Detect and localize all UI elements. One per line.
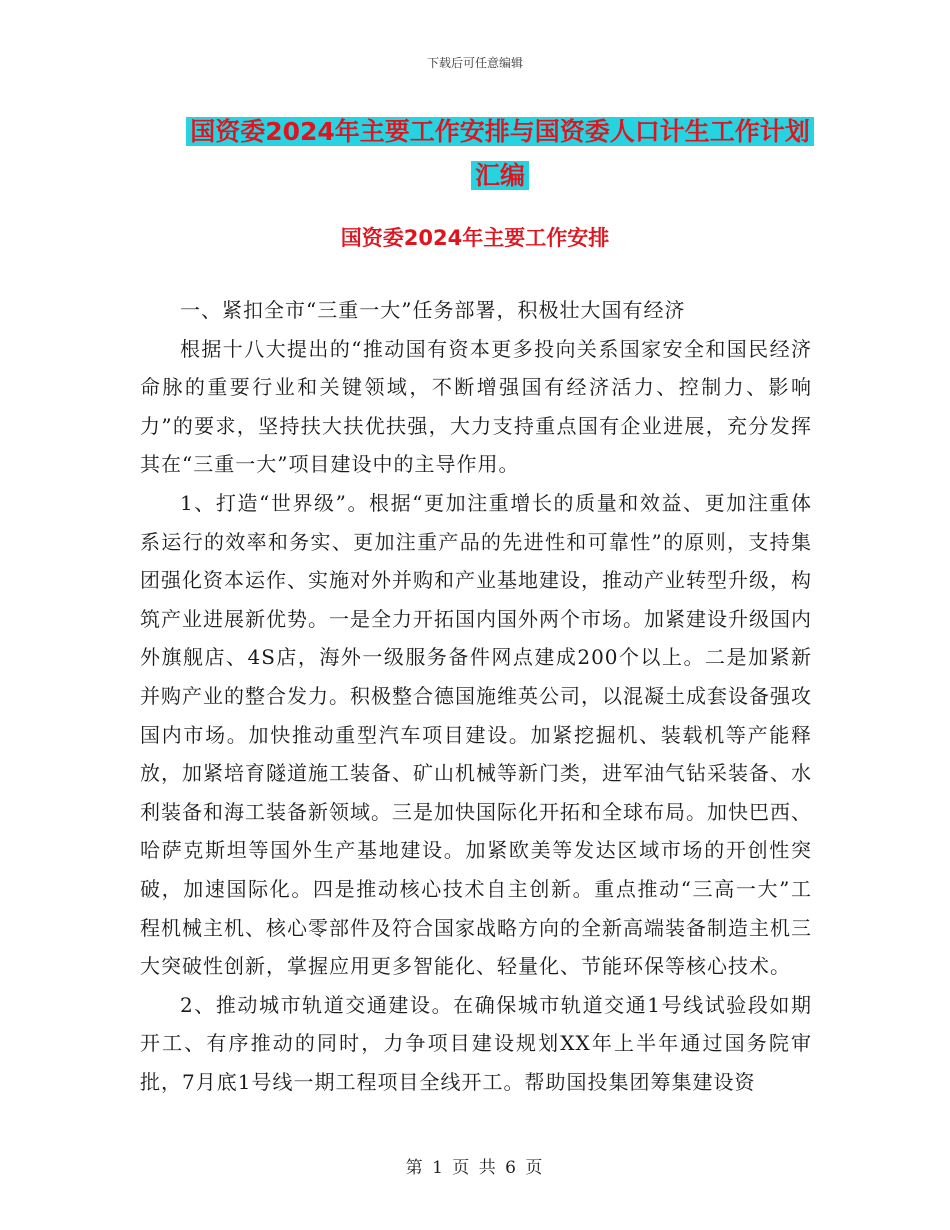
page-number-footer: 第 1 页 共 6 页	[405, 1158, 545, 1178]
paragraph: 2、推动城市轨道交通建设。在确保城市轨道交通1号线试验段如期开工、有序推动的同时，力争项目建设规划XX年上半年通过国务院审批，7月底1号线一期工程项目全线开工。帮助国投集团筹集建设资	[140, 992, 812, 1094]
document-body	[140, 291, 812, 1101]
page-header-note: 下载后可任意编辑	[426, 56, 523, 70]
section-title: 国资委2024年主要工作安排	[340, 226, 610, 250]
paragraph: 根据十八大提出的“推动国有资本更多投向关系国家安全和国民经济命脉的重要行业和关键领域，不断增强国有经济活力、控制力、影响力”的要求，坚持扶大扶优扶强，大力支持重点国有企业进展，充分发挥其在“三重一大”项目建设中的主导作用。	[140, 336, 812, 477]
document-title	[180, 110, 820, 198]
paragraph: 1、打造“世界级”。根据“更加注重增长的质量和效益、更加注重体系运行的效率和务实、更加注重产品的先进性和可靠性”的原则，支持集团强化资本运作、实施对外并购和产业基地建设，推动产业转型升级，构筑产业进展新优势。一是全力开拓国内国外两个市场。加紧建设升级国内外旗舰店、4S店，海外一级服务备件网点建成200个以上。二是加紧新并购产业的整合发力。积极整合德国施维英公司，以混凝土成套设备强攻国内市场。加快推动重型汽车项目建设。加紧挖掘机、装载机等产能释放，加紧培育隧道施工装备、矿山机械等新门类，进军油气钻采装备、水利装备和海工装备新领域。三是加快国际化开拓和全球布局。加快巴西、哈萨克斯坦等国外生产基地建设。加紧欧美等发达区域市场的开创性突破，加速国际化。四是推动核心技术自主创新。重点推动“三高一大”工程机械主机、核心零部件及符合国家战略方向的全新高端装备制造主机三大突破性创新，掌握应用更多智能化、轻量化、节能环保等核心技术。	[140, 490, 812, 979]
document-title-text: 国资委2024年主要工作安排与国资委人口计生工作计划汇编	[186, 117, 814, 190]
paragraph-heading-1: 一、紧扣全市“三重一大”任务部署，积极壮大国有经济	[180, 298, 686, 322]
